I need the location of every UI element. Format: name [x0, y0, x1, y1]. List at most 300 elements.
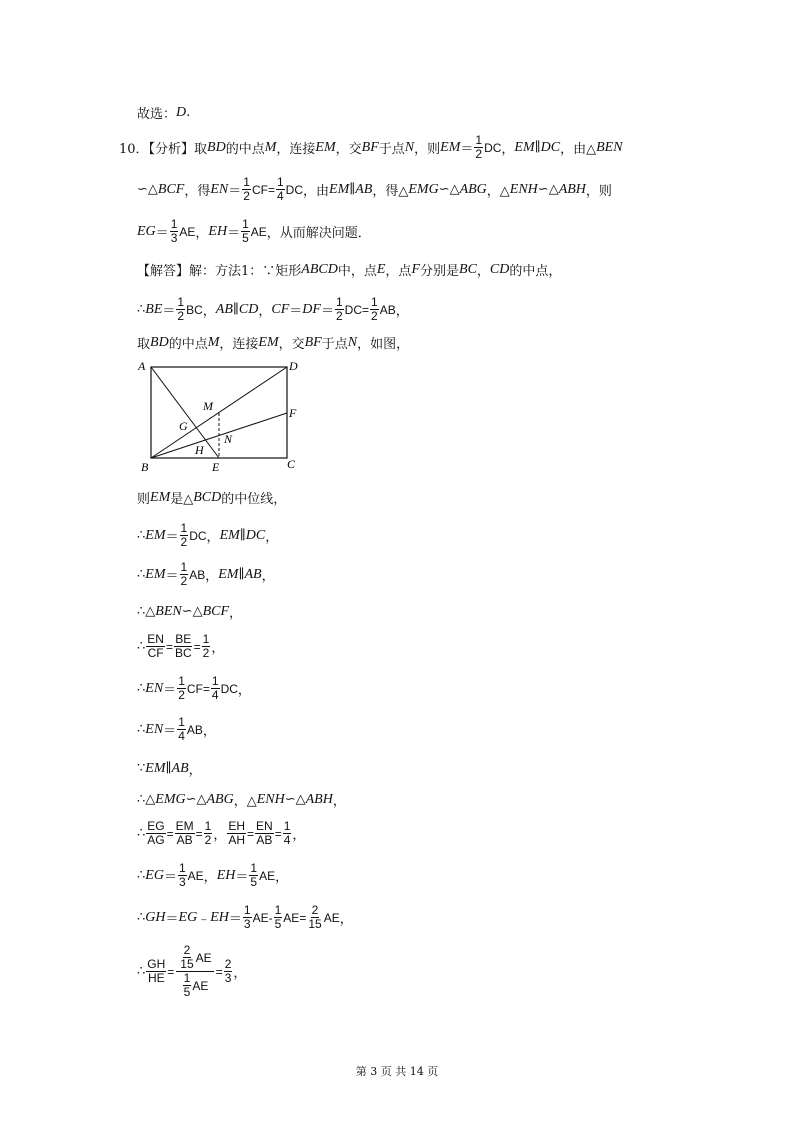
text: = — [247, 826, 255, 841]
text: AB — [186, 722, 203, 737]
text: BEN — [596, 139, 623, 155]
text: 1 — [183, 971, 191, 985]
text: ＝ — [163, 870, 177, 885]
text: ，得△ — [372, 184, 409, 199]
text: = — [166, 826, 174, 841]
label-m: M — [203, 399, 213, 413]
text: ＝ — [165, 912, 179, 927]
text: AE — [259, 868, 276, 883]
text: ， — [202, 304, 216, 319]
text: BF — [361, 139, 379, 155]
text: ，得 — [184, 184, 211, 199]
text-line-20 — [137, 944, 246, 999]
nested-numerator — [176, 944, 213, 972]
text: 4 — [276, 189, 284, 203]
text: ，△ — [233, 794, 257, 809]
fraction — [474, 134, 483, 161]
text: 4 — [283, 833, 291, 847]
text-line-10 — [137, 561, 275, 588]
text: ， — [275, 870, 289, 885]
text: ， — [188, 763, 202, 778]
text: DF — [302, 301, 321, 317]
text: 于点 — [378, 142, 405, 157]
text: D — [176, 104, 187, 120]
text: 的中位线， — [221, 492, 287, 507]
text: 2 — [178, 688, 185, 702]
text: 2 — [183, 943, 191, 957]
text: ＝ — [289, 304, 303, 319]
text: 2 — [475, 147, 483, 161]
text: ，点 — [385, 264, 412, 279]
text: 的中点 — [168, 337, 208, 352]
text: 中，点 — [337, 264, 377, 279]
text: = — [195, 826, 203, 841]
text: BCD — [193, 489, 222, 505]
text: AE — [187, 868, 204, 883]
text: 1 — [250, 861, 258, 875]
text-line-5 — [137, 260, 561, 279]
text: BE — [175, 632, 192, 646]
text: ＝ — [155, 226, 169, 241]
text: 1 — [170, 217, 178, 231]
text: CF — [251, 182, 268, 197]
fraction — [202, 633, 211, 660]
text: DC — [344, 302, 362, 317]
fraction — [211, 675, 220, 702]
text: N — [404, 139, 415, 155]
text: BD — [150, 334, 169, 350]
text: ∴ — [137, 964, 146, 979]
fraction — [177, 716, 186, 743]
fraction — [241, 218, 250, 245]
text: = — [165, 639, 173, 654]
text: ＝ — [320, 304, 334, 319]
text: AB — [189, 567, 206, 582]
fraction — [255, 820, 274, 847]
label-n: N — [224, 432, 233, 446]
text: EM — [175, 819, 194, 833]
text: = — [267, 182, 275, 197]
text-line-12 — [137, 633, 224, 660]
text: ，△ — [486, 184, 510, 199]
text: ，交 — [278, 337, 305, 352]
text: 1 — [335, 295, 343, 309]
text-line-15 — [137, 759, 202, 778]
text: 15 — [180, 957, 194, 971]
fraction — [170, 218, 179, 245]
text: AG — [147, 833, 165, 847]
text-line-16 — [137, 790, 346, 809]
text: BC — [459, 261, 477, 277]
text: EM — [218, 566, 239, 582]
text-line-19: ∴ GH ＝ EG ﹣ EH ＝ $\frac{1}{3}$ AE - $\frac{1}{5}$ AE = $\frac{2}{15}$ AE ， — [137, 903, 353, 931]
text: ﹣ — [197, 912, 211, 927]
text: 1 — [242, 217, 249, 231]
text-line-18 — [137, 862, 288, 889]
text: ∽△ — [181, 604, 203, 619]
text: M — [207, 334, 220, 350]
text: ， — [258, 304, 272, 319]
text: 5 — [250, 875, 258, 889]
text: ，由△ — [560, 142, 597, 157]
text: 4 — [211, 688, 219, 702]
text: 【解答】解：方法1：∵矩形 — [137, 264, 302, 279]
text: 3 — [243, 917, 251, 931]
text: AH — [228, 833, 246, 847]
text: 1 — [178, 674, 185, 688]
text: = — [193, 639, 201, 654]
text: EM — [145, 566, 166, 582]
text: ， — [339, 912, 353, 927]
text: EM — [219, 527, 240, 543]
text: DC — [484, 140, 502, 155]
text: ∽△ — [438, 182, 460, 197]
text: DC — [285, 182, 303, 197]
text: CF — [147, 646, 164, 660]
text: 5 — [274, 917, 282, 931]
text: ， — [292, 828, 306, 843]
text: BF — [304, 334, 322, 350]
text: ， — [395, 304, 409, 319]
text: ， — [237, 683, 251, 698]
text-line-17 — [137, 820, 305, 847]
text: AB — [379, 302, 396, 317]
text: EG — [147, 819, 165, 833]
text: ＝ — [228, 912, 242, 927]
text: 分别是 — [420, 264, 460, 279]
text: E — [376, 261, 386, 277]
text: 2 — [335, 309, 343, 323]
text: 1 — [371, 295, 378, 309]
fraction — [175, 820, 195, 847]
text: ABG — [206, 791, 234, 807]
text: EM — [329, 181, 350, 197]
text: ∴ — [137, 910, 146, 925]
text: BC — [186, 302, 203, 317]
text: ， — [501, 142, 515, 157]
text: 2 — [202, 646, 210, 660]
text: ，连接 — [276, 142, 316, 157]
text: 故选： — [137, 107, 177, 122]
text: EM — [440, 139, 461, 155]
text: DC — [220, 681, 238, 696]
text: 5 — [242, 231, 249, 245]
fraction — [307, 904, 322, 931]
text: EN — [256, 819, 273, 833]
fraction — [204, 820, 213, 847]
text: ∥ — [239, 528, 246, 543]
nested-denominator — [180, 972, 211, 999]
text: EG — [137, 223, 156, 239]
text: 1 — [276, 175, 284, 189]
fraction — [276, 176, 285, 203]
text: M — [264, 139, 277, 155]
text: 是△ — [170, 492, 194, 507]
text: EG — [178, 909, 198, 925]
fraction — [146, 633, 165, 660]
text: 2 — [224, 957, 232, 971]
text: 4 — [178, 729, 185, 743]
text-line-9 — [137, 522, 278, 549]
fraction — [180, 561, 189, 588]
text: AB — [176, 833, 193, 847]
text: ， — [205, 569, 219, 584]
text: ， — [206, 530, 220, 545]
text: AB — [256, 833, 273, 847]
text-line-11 — [137, 602, 242, 621]
text: 1 — [180, 560, 188, 574]
fraction — [242, 176, 251, 203]
text: ，从而解决问题． — [266, 226, 371, 241]
text: AE — [323, 910, 340, 925]
text: ，如图， — [357, 337, 410, 352]
text: ∽△ — [284, 792, 306, 807]
text: 的中点 — [225, 142, 265, 157]
text-line-4 — [137, 218, 371, 245]
text: ∽△ — [185, 792, 207, 807]
text: EM — [150, 489, 171, 505]
text: 1 — [243, 175, 250, 189]
text-line-1 — [137, 103, 190, 122]
text: 2 — [311, 903, 319, 917]
text: EM — [514, 139, 535, 155]
text: HE — [147, 971, 165, 985]
fraction — [283, 820, 292, 847]
text: EMG — [155, 791, 186, 807]
text: . — [186, 105, 191, 120]
text: AE — [250, 224, 267, 239]
text: 1 — [180, 521, 188, 535]
text: ，则 — [585, 184, 612, 199]
fraction — [183, 972, 192, 999]
text: BC — [174, 646, 192, 660]
text: EH — [210, 909, 229, 925]
text: ， — [229, 606, 243, 621]
text: DC — [189, 528, 207, 543]
label-g: G — [179, 419, 188, 433]
text: CF — [186, 681, 203, 696]
text-line-14 — [137, 716, 216, 743]
text: 1 — [178, 715, 185, 729]
text-line-3 — [137, 176, 612, 203]
text: EH — [216, 867, 236, 883]
text: BCF — [157, 181, 185, 197]
text: 5 — [183, 985, 191, 999]
text: AE — [195, 950, 212, 965]
text-line-8 — [137, 488, 286, 507]
text: ＝ — [163, 724, 177, 739]
text: ∥ — [238, 567, 245, 582]
text: ABCD — [301, 261, 338, 277]
text: 15 — [308, 917, 322, 931]
text: 2 — [180, 535, 188, 549]
text: BE — [145, 301, 163, 317]
text: F — [411, 261, 420, 277]
label-c: C — [287, 457, 296, 471]
text: N — [347, 334, 358, 350]
text: ， — [332, 794, 346, 809]
text: CD — [238, 301, 259, 317]
text: 10．【分析】取 — [119, 142, 208, 157]
text: EM — [145, 760, 166, 776]
fraction — [177, 675, 186, 702]
fraction — [176, 296, 185, 323]
text: EN — [145, 680, 164, 696]
text-line-2 — [119, 134, 623, 161]
text: 2 — [177, 309, 185, 323]
text: EM — [258, 334, 279, 350]
text: EH — [228, 819, 246, 833]
fraction — [146, 820, 165, 847]
text: AB — [355, 181, 373, 197]
text: ABH — [305, 791, 333, 807]
label-b: B — [141, 460, 149, 474]
text: ，由 — [303, 184, 330, 199]
text: = — [362, 302, 370, 317]
text: CF — [271, 301, 290, 317]
text: ∴ — [137, 528, 146, 543]
nested-fraction — [176, 944, 213, 999]
text: EG — [145, 867, 164, 883]
text: 的中点， — [509, 264, 562, 279]
text: 1 — [177, 295, 185, 309]
text: ∴△ — [137, 792, 156, 807]
text: AE — [252, 910, 269, 925]
text: ∴ — [137, 681, 146, 696]
text: 于点 — [321, 337, 348, 352]
text: ＝ — [235, 870, 249, 885]
text: AB — [171, 760, 189, 776]
geometry-figure — [137, 358, 307, 476]
text: ， — [476, 264, 490, 279]
text: ，则 — [414, 142, 441, 157]
text: ＝ — [165, 569, 179, 584]
text: ∴ — [137, 639, 146, 654]
text: ＝ — [165, 530, 179, 545]
text: EH — [208, 223, 228, 239]
text: 2 — [204, 833, 212, 847]
text: ， — [203, 870, 217, 885]
label-e: E — [212, 460, 220, 474]
text: ∽△ — [537, 182, 559, 197]
text: ＝ — [228, 184, 242, 199]
text: ∥ — [165, 761, 172, 776]
text: AB — [244, 566, 262, 582]
text: ， — [233, 966, 247, 981]
text: ∴ — [137, 302, 146, 317]
text: 2 — [180, 574, 188, 588]
text: 1 — [283, 819, 291, 833]
text: ， — [213, 828, 227, 843]
text: ， — [265, 530, 279, 545]
text: EMG — [408, 181, 439, 197]
text: AE — [192, 978, 209, 993]
text: 3 — [224, 971, 232, 985]
fraction — [227, 820, 246, 847]
text: ∴ — [137, 826, 146, 841]
text: 2 — [371, 309, 378, 323]
text: AB — [215, 301, 233, 317]
text: ＝ — [163, 683, 177, 698]
text: EN — [145, 721, 164, 737]
text: = — [202, 681, 210, 696]
text: ∴△ — [137, 604, 156, 619]
text: 1 — [204, 819, 212, 833]
fraction — [146, 958, 166, 985]
text: DC — [245, 527, 266, 543]
text: EM — [145, 527, 166, 543]
text: ，连接 — [219, 337, 259, 352]
fraction — [335, 296, 344, 323]
text: GH — [147, 957, 166, 971]
text: GH — [145, 909, 166, 925]
text: ∥ — [534, 140, 541, 155]
text: ，交 — [335, 142, 362, 157]
text: ∵ — [137, 761, 146, 776]
text: = — [167, 964, 175, 979]
text: BCF — [202, 603, 230, 619]
text: ， — [202, 724, 216, 739]
text: ＝ — [227, 226, 241, 241]
text: 1 — [211, 674, 219, 688]
fraction — [224, 958, 233, 985]
text: ， — [211, 641, 225, 656]
page-footer: 第 3 页 共 14 页 — [355, 1065, 439, 1078]
text-line-6 — [137, 296, 409, 323]
text: = — [299, 910, 307, 925]
text: 1 — [202, 632, 210, 646]
text: 1 — [475, 133, 483, 147]
text: BD — [207, 139, 226, 155]
text: = — [274, 826, 282, 841]
text: 1 — [274, 903, 282, 917]
text: ＝ — [460, 142, 474, 157]
label-d: D — [289, 359, 298, 373]
text: ＝ — [162, 304, 176, 319]
text: ， — [195, 226, 209, 241]
text: ∥ — [349, 182, 356, 197]
fraction — [179, 944, 194, 971]
text: EN — [147, 632, 164, 646]
fraction — [243, 904, 252, 931]
text: ENH — [509, 181, 538, 197]
text: 1 — [243, 903, 251, 917]
text: ∽△ — [137, 182, 158, 197]
text-line-13 — [137, 675, 251, 702]
text: 1 — [178, 861, 186, 875]
text-line-7: 取 BD 的中点 M ，连接 EM ，交 BF 于点 N ，如图， — [137, 334, 410, 352]
text: 3 — [178, 875, 186, 889]
text: ∴ — [137, 567, 146, 582]
text: 则 — [137, 492, 151, 507]
text: BEN — [155, 603, 182, 619]
label-a: A — [138, 359, 146, 373]
text: ∴ — [137, 868, 146, 883]
fraction — [249, 862, 258, 889]
text: ， — [261, 569, 275, 584]
text: ∥ — [232, 302, 239, 317]
text: 2 — [243, 189, 250, 203]
text: DC — [540, 139, 561, 155]
text: = — [215, 964, 223, 979]
label-h: H — [195, 443, 204, 457]
text: AE — [283, 910, 300, 925]
text: EM — [315, 139, 336, 155]
text: ABH — [558, 181, 586, 197]
fraction — [178, 862, 187, 889]
text: ABG — [459, 181, 487, 197]
text: CD — [489, 261, 510, 277]
